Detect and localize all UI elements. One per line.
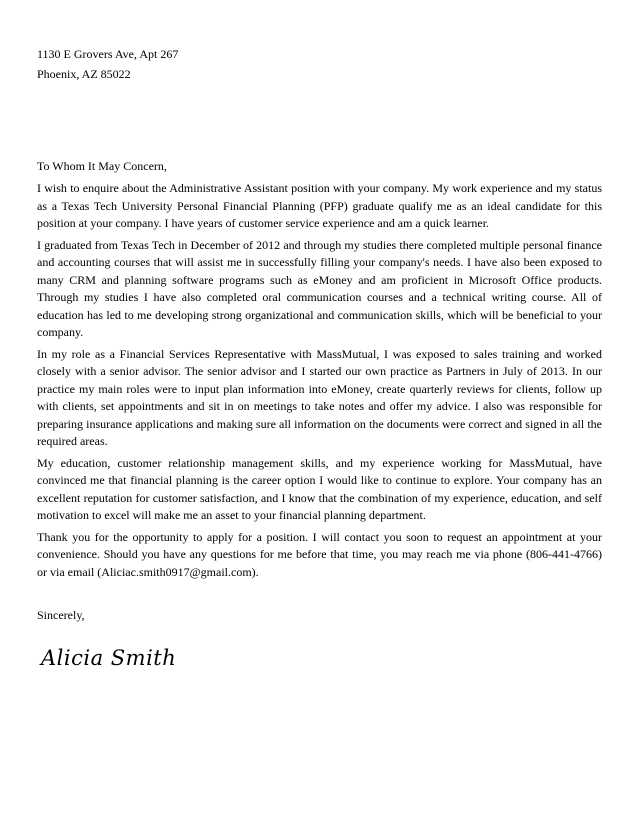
signature: Alicia Smith xyxy=(41,646,177,670)
address-line-2: Phoenix, AZ 85022 xyxy=(37,67,131,81)
paragraph-education: I graduated from Texas Tech in December of 2012 and through my studies there completed multiple personal finance and accounting courses that will assist me in successfully filling your company's needs. I have also been exposed to many CRM and planning software programs such as eMoney and am proficient in Microsoft Office products. Through my studies I have also completed oral communication courses and a technical writing course. All of education has led to me developing strong organizational and communication skills, which will be beneficial to your company. xyxy=(37,237,602,339)
salutation: To Whom It May Concern, xyxy=(37,159,167,173)
sender-address xyxy=(37,44,602,84)
paragraph-closing: Thank you for the opportunity to apply for a position. I will contact you soon to request an appointment at your convenience. Should you have any questions for me before that time, you may reach me via phone (806-441-4766) or via email (Aliciac.smith0917@gmail.com). xyxy=(37,529,602,579)
letter-page xyxy=(37,44,602,672)
closing: Sincerely, xyxy=(37,608,85,622)
paragraph-intro: I wish to enquire about the Administrative Assistant position with your company. My work experience and my status as a Texas Tech University Personal Financial Planning (PFP) graduate qualify me as an ideal candidate for this position at your company. I have years of customer service experience and am a quick learner. xyxy=(37,181,602,230)
paragraph-experience: In my role as a Financial Services Representative with MassMutual, I was exposed to sales training and worked closely with a senior advisor. The senior advisor and I started our own practice as Partners in July of 2013. In our practice my main roles were to input plan information into eMoney, create quarterly reviews for clients, follow up with clients, set appointments and sit in on meetings to take notes and offer my advice. I also was responsible for preparing insurance applications and making sure all information on the documents were correct and signed in all the required areas. xyxy=(37,346,602,448)
paragraph-summary: My education, customer relationship management skills, and my experience working for MassMutual, have convinced me that financial planning is the career option I would like to continue to explore. Your company has an excellent reputation for customer satisfaction, and I know that the combination of my experience, education, and self motivation to excel will make me an asset to your financial planning department. xyxy=(37,455,602,522)
address-line-1: 1130 E Grovers Ave, Apt 267 xyxy=(37,47,179,61)
